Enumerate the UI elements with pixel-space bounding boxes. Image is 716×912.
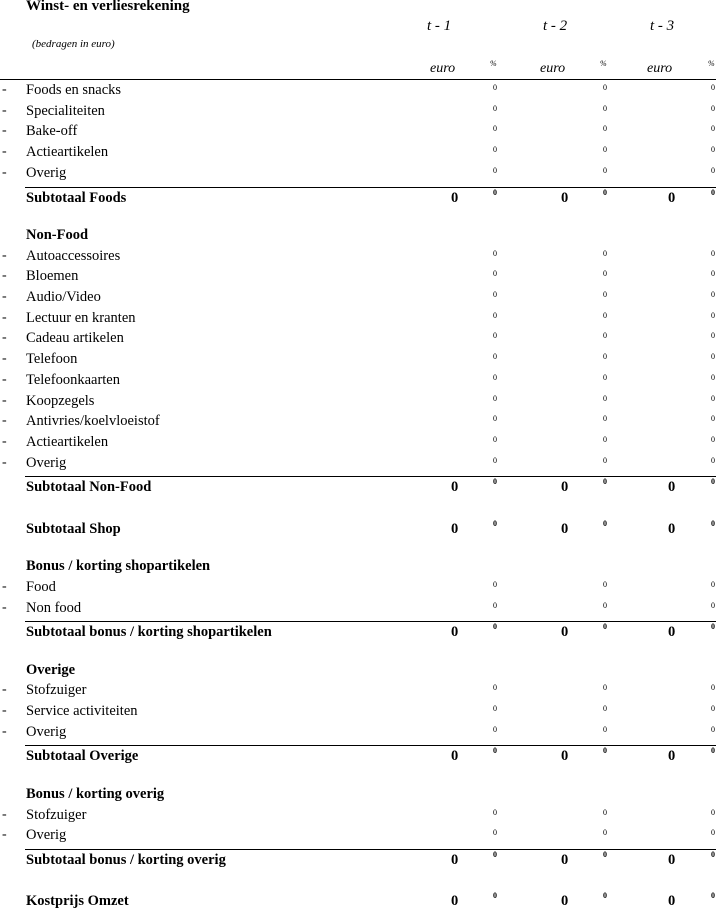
table-row (0, 578, 716, 598)
row-bullet: - (2, 144, 7, 160)
table-row (0, 267, 716, 287)
subtotal-value: 0 (561, 189, 569, 206)
row-percentage: 0 (493, 704, 497, 713)
subtotal-percentage: 0 (493, 622, 497, 632)
row-label: Non food (26, 599, 82, 616)
subtotal-value: 0 (561, 479, 569, 496)
subtotal-percentage: 0 (711, 477, 715, 487)
row-percentage: 0 (493, 83, 497, 92)
subtotal-percentage: 0 (711, 849, 715, 859)
subtotal-percentage: 0 (493, 891, 497, 901)
table-row (0, 495, 716, 515)
subtotal-percentage: 0 (603, 746, 607, 756)
row-bullet: - (2, 351, 7, 367)
subtotal-percentage: 0 (711, 891, 715, 901)
row-bullet: - (2, 392, 7, 408)
row-percentage: 0 (603, 269, 607, 279)
row-percentage: 0 (493, 352, 497, 362)
row-percentage: 0 (603, 103, 607, 113)
row-bullet: - (2, 268, 7, 284)
row-percentage: 0 (603, 331, 607, 341)
subtotal-value: 0 (561, 851, 569, 868)
row-label: Telefoonkaarten (26, 371, 120, 388)
subtotal-value: 0 (668, 748, 676, 765)
subtotal-value: 0 (451, 893, 459, 910)
table-row (0, 702, 716, 722)
row-percentage: 0 (603, 145, 607, 155)
table-row (0, 640, 716, 660)
subtotal-label: Subtotaal bonus / korting overig (26, 851, 226, 868)
row-label: Lectuur en kranten (26, 309, 136, 326)
subtotal-percentage: 0 (493, 746, 497, 756)
row-label: Stofzuiger (26, 682, 87, 699)
row-percentage: 0 (493, 455, 497, 465)
row-percentage: 0 (603, 165, 607, 175)
row-percentage: 0 (711, 165, 715, 175)
table-row (0, 723, 716, 743)
subtotal-value: 0 (668, 189, 676, 206)
subtotal-value: 0 (668, 851, 676, 868)
row-percentage: 0 (711, 704, 715, 713)
subtotal-percentage: 0 (603, 891, 607, 901)
subtotal-rule (25, 187, 716, 188)
row-bullet: - (2, 247, 7, 263)
subtotal-percentage: 0 (603, 622, 607, 632)
row-percentage: 0 (603, 290, 607, 299)
table-row (0, 288, 716, 308)
row-label: Cadeau artikelen (26, 330, 124, 347)
row-percentage: 0 (493, 828, 497, 838)
row-bullet: - (2, 682, 7, 698)
row-bullet: - (2, 123, 7, 139)
row-bullet: - (2, 309, 7, 325)
pct-header-t1: % (490, 59, 497, 68)
subtotal-label: Subtotaal bonus / korting shopartikelen (26, 624, 272, 641)
table-row (0, 764, 716, 784)
row-bullet: - (2, 102, 7, 118)
row-percentage: 0 (493, 331, 497, 341)
row-percentage: 0 (493, 393, 497, 403)
table-row (0, 785, 716, 805)
subtotal-percentage: 0 (493, 477, 497, 487)
row-percentage: 0 (711, 145, 715, 155)
row-label: Foods en snacks (26, 82, 122, 98)
row-percentage: 0 (603, 434, 607, 444)
subtotal-percentage: 0 (603, 518, 607, 528)
row-percentage: 0 (603, 248, 607, 258)
row-percentage: 0 (711, 124, 715, 134)
table-row (0, 247, 716, 267)
row-percentage: 0 (711, 393, 715, 403)
subtotal-value: 0 (561, 624, 569, 641)
row-percentage: 0 (711, 600, 715, 610)
row-percentage: 0 (603, 724, 607, 734)
row-percentage: 0 (493, 248, 497, 258)
subtotal-value: 0 (451, 624, 459, 641)
row-bullet: - (2, 578, 7, 594)
currency-note: (bedragen in euro) (32, 38, 115, 50)
row-percentage: 0 (603, 310, 607, 320)
row-percentage: 0 (493, 310, 497, 320)
table-row (0, 433, 716, 453)
row-bullet: - (2, 433, 7, 449)
row-percentage: 0 (493, 434, 497, 444)
euro-header-t1: euro (430, 61, 456, 76)
row-percentage: 0 (493, 165, 497, 175)
row-percentage: 0 (603, 704, 607, 713)
period-header-t2: t - 2 (543, 18, 568, 34)
period-header-t3: t - 3 (650, 18, 675, 34)
row-percentage: 0 (493, 600, 497, 610)
subtotal-percentage: 0 (603, 187, 607, 197)
table-row (0, 599, 716, 619)
table-row (0, 164, 716, 184)
subtotal-percentage: 0 (493, 518, 497, 528)
row-bullet: - (2, 371, 7, 387)
subtotal-value: 0 (451, 520, 459, 537)
subtotal-label: Subtotaal Shop (26, 520, 121, 537)
subtotal-percentage: 0 (493, 849, 497, 859)
row-bullet: - (2, 827, 7, 843)
row-percentage: 0 (711, 683, 715, 693)
row-percentage: 0 (493, 103, 497, 113)
subtotal-value: 0 (451, 189, 459, 206)
row-percentage: 0 (711, 290, 715, 299)
row-percentage: 0 (711, 455, 715, 465)
row-percentage: 0 (603, 393, 607, 403)
row-bullet: - (2, 82, 7, 97)
subtotal-rule (25, 849, 716, 850)
section-heading: Overige (26, 661, 76, 678)
header-rule (0, 79, 716, 80)
subtotal-value: 0 (561, 748, 569, 765)
row-percentage: 0 (493, 414, 497, 424)
subtotal-value: 0 (561, 893, 569, 910)
table-row (0, 350, 716, 370)
table-row (0, 681, 716, 701)
table-row (0, 102, 716, 122)
row-bullet: - (2, 413, 7, 429)
row-label: Koopzegels (26, 392, 95, 409)
subtotal-percentage: 0 (711, 622, 715, 632)
pct-header-t3: % (708, 59, 715, 68)
subtotal-rule (25, 621, 716, 622)
row-percentage: 0 (711, 807, 715, 817)
row-percentage: 0 (603, 455, 607, 465)
table-row (0, 868, 716, 888)
euro-header-t2: euro (540, 61, 566, 76)
subtotal-label: Subtotaal Non-Food (26, 479, 152, 496)
subtotal-value: 0 (561, 520, 569, 537)
row-label: Specialiteiten (26, 102, 105, 119)
subtotal-value: 0 (451, 851, 459, 868)
row-percentage: 0 (603, 124, 607, 134)
row-percentage: 0 (493, 579, 497, 589)
row-label: Actieartikelen (26, 433, 109, 450)
table-row (0, 806, 716, 826)
subtotal-label: Subtotaal Overige (26, 748, 139, 765)
row-bullet: - (2, 806, 7, 822)
period-header-t1: t - 1 (427, 18, 452, 34)
subtotal-label: Kostprijs Omzet (26, 893, 129, 910)
subtotal-percentage: 0 (711, 518, 715, 528)
row-percentage: 0 (603, 352, 607, 362)
row-percentage: 0 (711, 579, 715, 589)
row-percentage: 0 (493, 269, 497, 279)
row-percentage: 0 (711, 414, 715, 424)
section-heading: Bonus / korting overig (26, 785, 165, 802)
row-percentage: 0 (711, 331, 715, 341)
subtotal-value: 0 (668, 520, 676, 537)
row-percentage: 0 (711, 269, 715, 279)
table-row (0, 329, 716, 349)
table-row (0, 371, 716, 391)
table-row (0, 81, 716, 101)
table-row (0, 892, 716, 912)
subtotal-percentage: 0 (603, 477, 607, 487)
section-heading: Non-Food (26, 226, 89, 243)
table-row (0, 536, 716, 556)
row-percentage: 0 (603, 579, 607, 589)
section-heading: Bonus / korting shopartikelen (26, 558, 211, 575)
row-label: Bake-off (26, 123, 78, 140)
row-label: Actieartikelen (26, 144, 109, 161)
row-label: Bloemen (26, 268, 79, 285)
subtotal-percentage: 0 (711, 187, 715, 197)
row-percentage: 0 (711, 103, 715, 113)
table-row (0, 412, 716, 432)
subtotal-label: Subtotaal Foods (26, 189, 127, 206)
subtotal-value: 0 (668, 479, 676, 496)
row-percentage: 0 (493, 290, 497, 299)
subtotal-value: 0 (451, 479, 459, 496)
row-bullet: - (2, 599, 7, 615)
row-percentage: 0 (493, 372, 497, 382)
row-percentage: 0 (711, 724, 715, 734)
table-row (0, 392, 716, 412)
subtotal-percentage: 0 (493, 187, 497, 197)
row-label: Overig (26, 164, 67, 181)
row-percentage: 0 (493, 683, 497, 693)
table-row (0, 826, 716, 846)
row-label: Overig (26, 827, 67, 844)
pct-header-t2: % (600, 59, 607, 68)
row-percentage: 0 (711, 310, 715, 320)
row-percentage: 0 (493, 807, 497, 817)
row-label: Antivries/koelvloeistof (26, 413, 160, 430)
row-percentage: 0 (711, 434, 715, 444)
table-row (0, 226, 716, 246)
row-label: Autoaccessoires (26, 247, 121, 264)
row-percentage: 0 (493, 124, 497, 134)
subtotal-rule (25, 476, 716, 477)
row-percentage: 0 (603, 372, 607, 382)
subtotal-percentage: 0 (711, 746, 715, 756)
row-percentage: 0 (603, 828, 607, 838)
euro-header-t3: euro (647, 61, 673, 76)
row-percentage: 0 (711, 372, 715, 382)
table-row (0, 122, 716, 142)
row-bullet: - (2, 723, 7, 739)
row-label: Audio/Video (26, 289, 101, 305)
row-percentage: 0 (711, 828, 715, 838)
row-label: Service activiteiten (26, 703, 138, 719)
row-bullet: - (2, 330, 7, 346)
subtotal-value: 0 (668, 624, 676, 641)
subtotal-value: 0 (451, 748, 459, 765)
table-row (0, 557, 716, 577)
row-percentage: 0 (603, 807, 607, 817)
row-bullet: - (2, 454, 7, 470)
subtotal-percentage: 0 (603, 849, 607, 859)
row-percentage: 0 (711, 83, 715, 92)
row-percentage: 0 (493, 145, 497, 155)
table-row (0, 661, 716, 681)
row-bullet: - (2, 289, 7, 304)
row-percentage: 0 (711, 352, 715, 362)
row-label: Overig (26, 723, 67, 740)
page-title: Winst- en verliesrekening (26, 0, 190, 14)
row-percentage: 0 (493, 724, 497, 734)
row-bullet: - (2, 703, 7, 718)
row-label: Overig (26, 454, 67, 471)
row-label: Telefoon (26, 351, 78, 368)
row-percentage: 0 (603, 683, 607, 693)
subtotal-rule (25, 745, 716, 746)
table-row (0, 309, 716, 329)
table-row (0, 454, 716, 474)
row-label: Food (26, 578, 56, 595)
table-row (0, 143, 716, 163)
row-percentage: 0 (711, 248, 715, 258)
row-percentage: 0 (603, 414, 607, 424)
table-row (0, 205, 716, 225)
row-label: Stofzuiger (26, 806, 87, 823)
row-percentage: 0 (603, 600, 607, 610)
row-bullet: - (2, 164, 7, 180)
row-percentage: 0 (603, 83, 607, 92)
subtotal-value: 0 (668, 893, 676, 910)
